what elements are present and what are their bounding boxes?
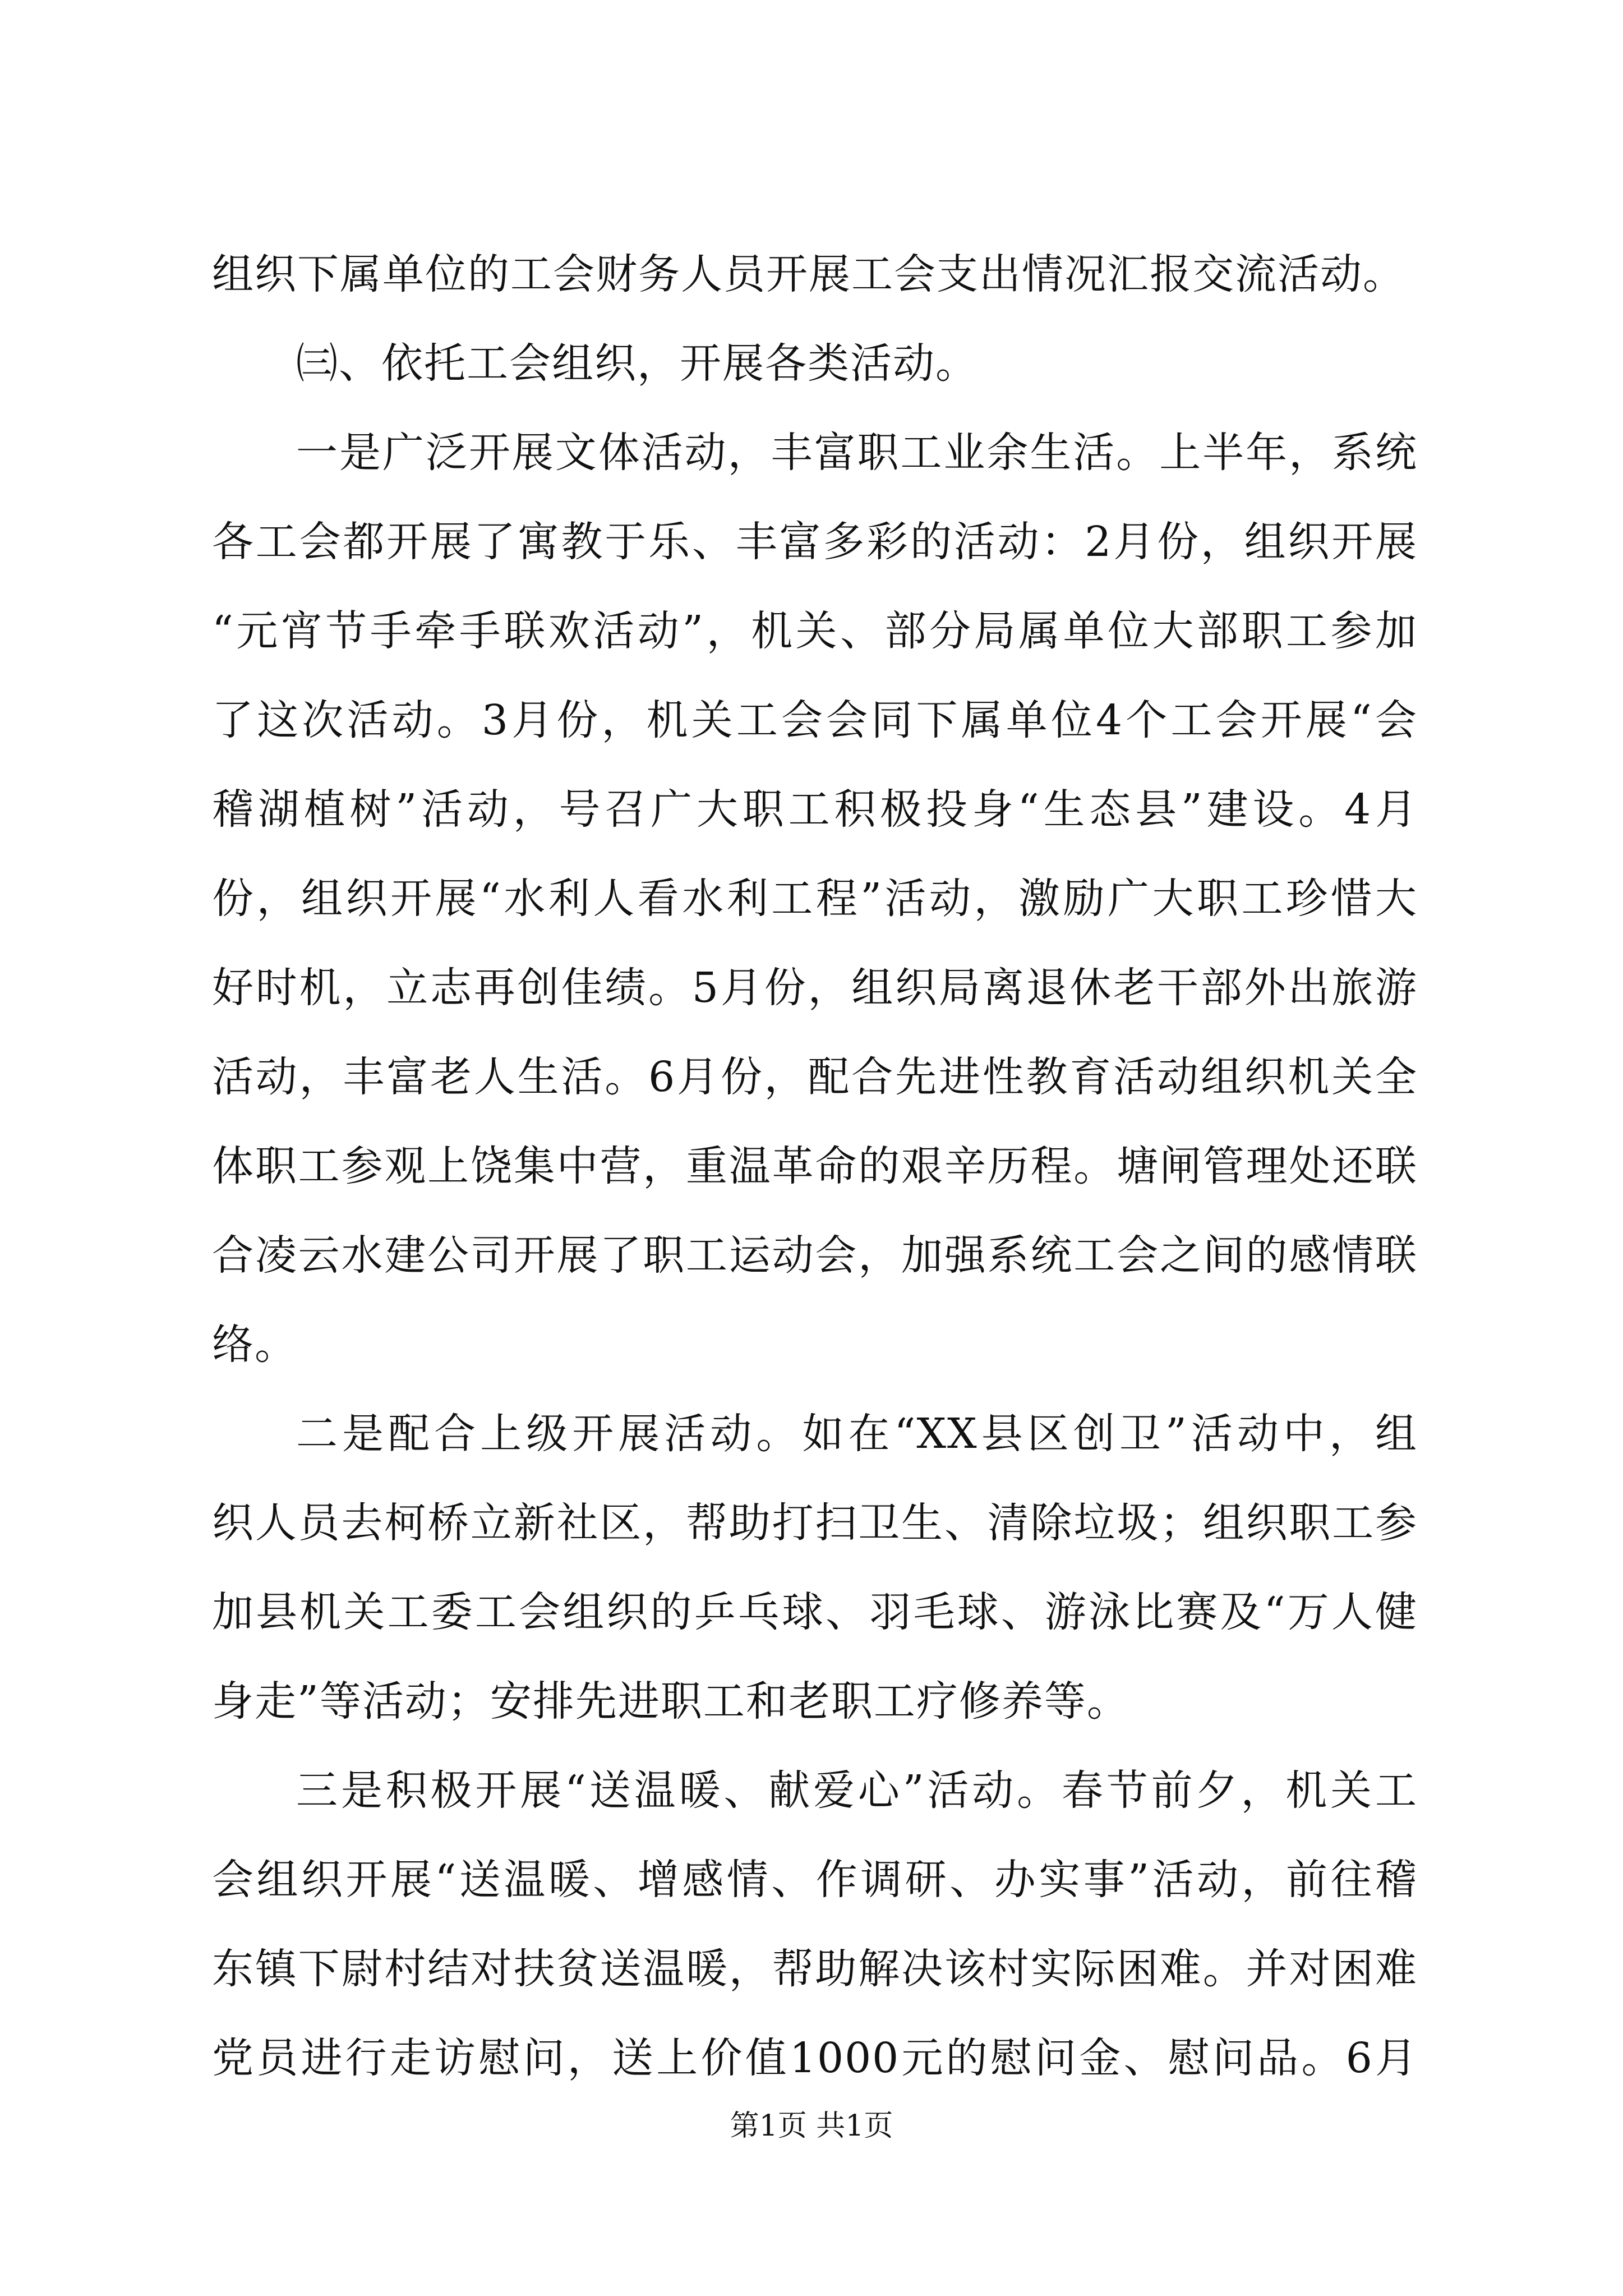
text-line-5: “元宵节手牵手联欢活动”，机关、部分局属单位大部职工参加 bbox=[212, 607, 1418, 655]
text-line-15: 织人员去柯桥立新社区，帮助打扫卫生、清除垃圾；组织职工参 bbox=[212, 1499, 1418, 1547]
text-line-9: 好时机，立志再创佳绩。5月份，组织局离退休老干部外出旅游 bbox=[212, 964, 1418, 1012]
text-line-18: 三是积极开展“送温暖、献爱心”活动。春节前夕，机关工 bbox=[296, 1766, 1418, 1815]
text-line-2: ㈢、依托工会组织，开展各类活动。 bbox=[296, 339, 978, 388]
document-body bbox=[212, 230, 1418, 2103]
text-line-19: 会组织开展“送温暖、增感情、作调研、办实事”活动，前往稽 bbox=[212, 1856, 1418, 1904]
page-footer bbox=[0, 2106, 1623, 2146]
text-line-10: 活动，丰富老人生活。6月份，配合先进性教育活动组织机关全 bbox=[212, 1053, 1418, 1101]
text-line-16: 加县机关工委工会组织的乒乓球、羽毛球、游泳比赛及“万人健 bbox=[212, 1588, 1418, 1636]
text-line-6: 了这次活动。3月份，机关工会会同下属单位4个工会开展“会 bbox=[212, 696, 1418, 744]
page-number-label: 第1页 共1页 bbox=[730, 2109, 893, 2143]
text-line-8: 份，组织开展“水利人看水利工程”活动，激励广大职工珍惜大 bbox=[212, 875, 1418, 923]
text-line-20: 东镇下尉村结对扶贫送温暖，帮助解决该村实际困难。并对困难 bbox=[212, 1945, 1418, 1993]
text-line-14: 二是配合上级开展活动。如在“XX县区创卫”活动中，组 bbox=[296, 1410, 1418, 1458]
text-line-12: 合凌云水建公司开展了职工运动会，加强系统工会之间的感情联 bbox=[212, 1231, 1418, 1280]
text-line-17: 身走”等活动；安排先进职工和老职工疗修养等。 bbox=[212, 1677, 1129, 1726]
text-line-7: 稽湖植树”活动，号召广大职工积极投身“生态县”建设。4月 bbox=[212, 785, 1418, 834]
text-line-21: 党员进行走访慰问，送上价值1000元的慰问金、慰问品。6月 bbox=[212, 2034, 1418, 2082]
text-line-4: 各工会都开展了寓教于乐、丰富多彩的活动：2月份，组织开展 bbox=[212, 518, 1418, 566]
text-line-13: 络。 bbox=[212, 1320, 297, 1369]
text-line-11: 体职工参观上饶集中营，重温革命的艰辛历程。塘闸管理处还联 bbox=[212, 1142, 1418, 1190]
text-line-3: 一是广泛开展文体活动，丰富职工业余生活。上半年，系统 bbox=[296, 429, 1418, 477]
text-line-1: 组织下属单位的工会财务人员开展工会支出情况汇报交流活动。 bbox=[212, 250, 1405, 298]
